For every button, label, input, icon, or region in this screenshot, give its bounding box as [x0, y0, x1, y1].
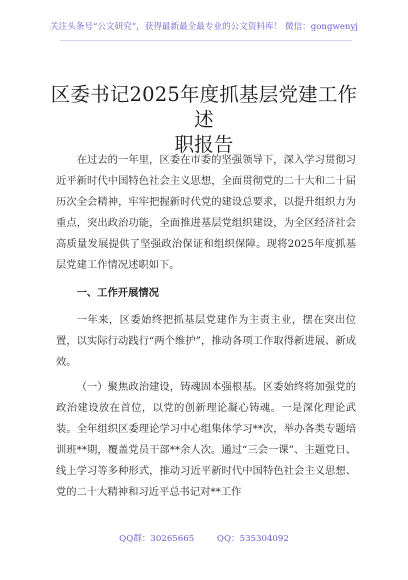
- header-banner: 关注头条号“公文研究”，获得最新最全最专业的公文资料库！ 微信：gongwenyj: [50, 22, 358, 32]
- document-title: [48, 82, 360, 157]
- title-line-1: 区委书记2025年度抓基层党建工作述: [50, 83, 358, 131]
- title-line-2: 职报告: [174, 133, 234, 156]
- intro-paragraph: 在过去的一年里，区委在市委的坚强领导下，深入学习贯彻习近平新时代中国特色社会主义思想，全面贯彻党的二十大和二十届历次全会精神，牢牢把握新时代党的建设总要求，以提升组织力为重点，突出政治功能，全面推进基层党组织建设，为全区经济社会高质量发展提供了坚强政治保证和组织保障。现将2025年度抓基层党建工作情况述职如下。: [56, 154, 356, 271]
- qq-group-number: QQ群：30265665: [119, 534, 195, 544]
- header-divider: [60, 40, 352, 41]
- section1-paragraph-1: 一年来，区委始终把抓基层党建作为主责主业，摆在突出位置，以实际行动践行“两个维护”，推动各项工作取得新进展、新成效。: [56, 314, 356, 369]
- document-body: [56, 150, 356, 503]
- section-heading-1: 一、工作开展情况: [76, 287, 159, 300]
- qq-number: QQ：535304092: [216, 534, 289, 544]
- footer-contact: [0, 532, 408, 544]
- section1-paragraph-2: （一）聚焦政治建设，铸魂固本强根基。区委始终将加强党的政治建设放在首位，以党的创新理论凝心铸魂。一是深化理论武装。全年组织区委理论学习中心组集体学习**次，举办各类专题培训班**期，覆盖党员干部**余人次。通过“三会一课”、主题党日、线上学习等多种形式，推动习近平新时代中国特色社会主义思想、党的二十大精神和习近平总书记对**工作: [56, 381, 356, 498]
